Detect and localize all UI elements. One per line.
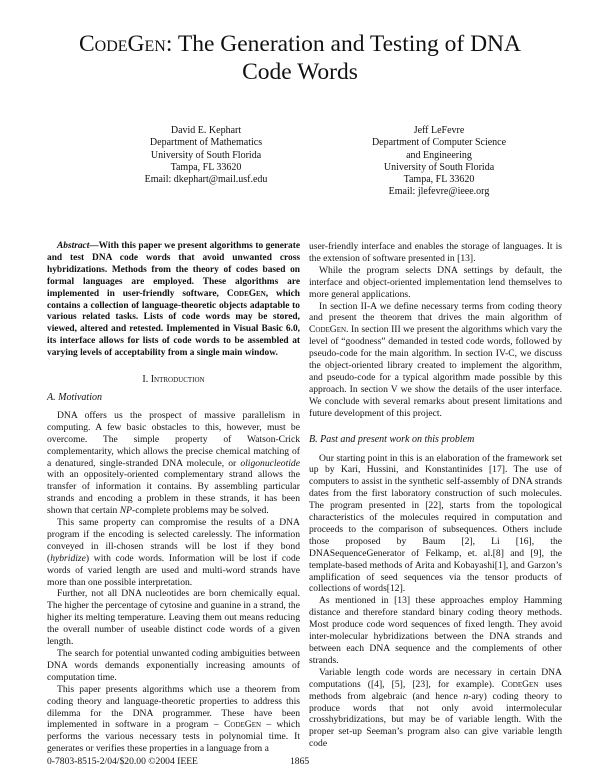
abstract-codegen: CodeGen — [226, 288, 266, 299]
paragraph — [309, 667, 562, 750]
author-affiliation: University of South Florida — [150, 149, 262, 161]
text: – which performs the various necessary tests in polynomial time. It generates or verifies these properties in a language from a — [47, 719, 300, 755]
text-codegen: CodeGen — [501, 678, 539, 690]
copyright-footer: 0-7803-8515-2/04/$20.00 ©2004 IEEE — [47, 756, 198, 767]
author-affiliation: Department of Computer Science — [371, 137, 507, 149]
text: -complete problems may be solved. — [132, 505, 269, 517]
paragraph: Our starting point in this is an elaboration of the framework set up by Kari, Hussini, and Konstantinides [17]. The use of computers to assist in the synthetic self-assembly of DNA strands dates from the first laboratory construction of such molecules. The program presented in [22], starts from the topological characteristics of the molecules required in computation and proceeds to the comparison of subsequences. Others include those proposed by Baum [2], Li [16], the DNASequenceGenerator of Felkamp, et. al.[8] and [9], the template-based methods of Arita and Kobayashi[1], and Garzon’s amplification of seed sequences via the tensor products of collections of words[12]. — [309, 452, 562, 595]
abstract-label: Abstract — [57, 241, 90, 251]
paragraph: The search for potential unwanted coding ambiguities between DNA words demands exponentially increasing amounts of computation time. — [47, 648, 300, 683]
math-np: NP — [119, 505, 132, 517]
section-heading — [47, 374, 300, 386]
text-italic: oligonucleotide — [240, 457, 300, 469]
abstract-text: , which contains a collection of language-theoretic objects adaptable to various related tasks. Lists of code words may be stored, viewed, altered and retested. Implemented in Visual Basic 6.0, its interface allows for lists of code words to be assembled at varying levels of acceptability from a single main window. — [47, 288, 301, 359]
paragraph: While the program selects DNA settings by default, the interface and object-oriented implementation lend themselves to more general applications. — [309, 264, 562, 300]
paragraph — [47, 517, 300, 588]
paragraph: user-friendly interface and enables the storage of languages. It is the extension of software presented in [13]. — [309, 241, 562, 264]
paper-title — [0, 30, 600, 86]
text-codegen: CodeGen — [309, 324, 347, 336]
paragraph — [309, 301, 562, 420]
section-number: I. — [142, 374, 151, 386]
subsection-heading: B. Past and present work on this problem — [309, 433, 475, 445]
text: ) with code words. Information will be lost if code words of varied length are used and multi-word strands have more than one possible interpretation. — [47, 552, 300, 588]
title-line-2: Code Words — [242, 59, 358, 85]
paragraph: As mentioned in [13] these approaches employ Hamming distance and therefore standard binary coding theory methods. Most produce code word sequences of fixed length. They avoid inter-molecular hybridizations between the DNA strands and between each DNA sequence and the complements of other strands. — [309, 595, 562, 666]
text: with an oppositely-oriented complementary strand allows the transfer of information it contains. By assembling particular strands and encoding a problem in these strands, it has been shown that certain — [47, 469, 300, 517]
paragraph: Further, not all DNA nucleotides are born chemically equal. The higher the percentage of cytosine and guanine in a strand, the higher its melting temperature. Leaving them out means reducing the overall number of useable distinct code words of a given length. — [47, 588, 300, 648]
paragraph — [47, 410, 300, 517]
author-name: David E. Kephart — [170, 125, 242, 136]
section-title: Introduction — [150, 374, 205, 386]
subsection-heading: A. Motivation — [47, 391, 102, 403]
math-n: n — [463, 690, 469, 702]
author-affiliation: Department of Mathematics — [149, 137, 263, 149]
text-italic: hybridize — [50, 552, 86, 564]
text: -ary) coding theory to produce words that not only avoid intermolecular crosshybridizations, but may be of variable length. With the proper set-up Seeman’s program also can give variable length code — [309, 690, 563, 750]
author-affiliation: University of South Florida — [383, 161, 495, 173]
title-codegen: CodeGen — [79, 31, 166, 57]
text: This same property can compromise the results of a DNA program if the encoding is selected carelessly. The information conveyed in ill-chosen strands will be lost if they bond ( — [47, 517, 300, 564]
text-codegen: CodeGen — [224, 719, 262, 731]
text: In section II-A we define necessary terms from coding theory and present the theorem that drives the main algorithm of — [309, 300, 562, 324]
abstract-text: —With this paper we present algorithms to generate and test DNA code words that avoid unwanted cross hybridizations. Methods from the theory of codes based on formal languages are employed. These algorithms are implemented in user-friendly software, — [47, 241, 300, 299]
text: . In section III we present the algorithms which vary the level of “goodness” demanded in tested code words, followed by pseudo-code for the main algorithm. In section IV-C, we discuss the object-oriented library created to implement the algorithm, and pseudo-code for a typical algorithm made possible by this approach. In section V we show the details of the user interface. We conclude with several remarks about present limitations and future development of this project. — [309, 324, 562, 419]
right-column — [309, 241, 562, 750]
author-address: Tampa, FL 33620 — [170, 161, 242, 173]
left-column — [47, 241, 300, 755]
paragraph — [47, 684, 300, 755]
text: uses methods from algebraic (and hence — [309, 678, 562, 702]
author-block-1 — [86, 125, 326, 186]
author-email: Email: dkephart@mail.usf.edu — [144, 174, 268, 186]
author-address: Tampa, FL 33620 — [403, 174, 475, 186]
title-line-1: : The Generation and Testing of DNA — [165, 31, 521, 57]
author-block-2 — [319, 125, 559, 199]
abstract — [47, 241, 300, 360]
author-affiliation: and Engineering — [406, 149, 472, 161]
author-email: Email: jlefevre@ieee.org — [388, 186, 490, 198]
text: Variable length code words are necessary in certain DNA computations ([4], [5], [23], for example). — [309, 666, 562, 690]
page-number: 1865 — [290, 756, 310, 767]
text: This paper presents algorithms which use a theorem from coding theory and language-theoretic properties to address this dilemma for the DNA programmer. These have been implemented in software in a program – — [47, 683, 300, 731]
author-name: Jeff LeFevre — [413, 125, 465, 136]
text: DNA offers us the prospect of massive parallelism in computing. A few basic obstacles to this, however, must be overcome. The simple property of Watson-Crick complementarity, which allows the precise chemical matching of a denatured, single-stranded DNA molecule, or — [47, 409, 300, 469]
